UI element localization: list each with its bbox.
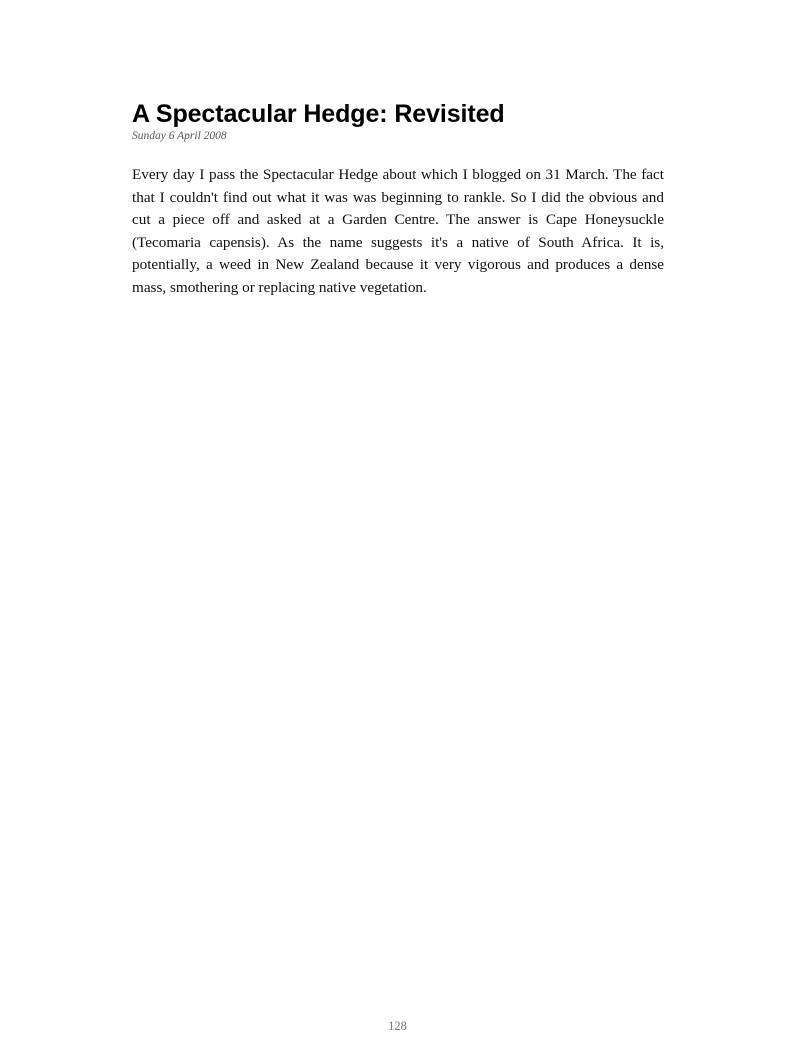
post-title: A Spectacular Hedge: Revisited xyxy=(132,100,505,128)
blog-post xyxy=(132,98,664,300)
post-body: Every day I pass the Spectacular Hedge about which I blogged on 31 March. The fact that I couldn't find out what it was was beginning to rankle. So I did the obvious and cut a piece off and asked at a Garden Centre. The answer is Cape Honeysuckle (Tecomaria capensis). As the name suggests it's a native of South Africa. It is, potentially, a weed in New Zealand because it very vigorous and produces a dense mass, smothering or replacing native vegetation. xyxy=(132,166,664,296)
page-number: 128 xyxy=(388,1019,407,1033)
post-date: Sunday 6 April 2008 xyxy=(132,130,227,142)
